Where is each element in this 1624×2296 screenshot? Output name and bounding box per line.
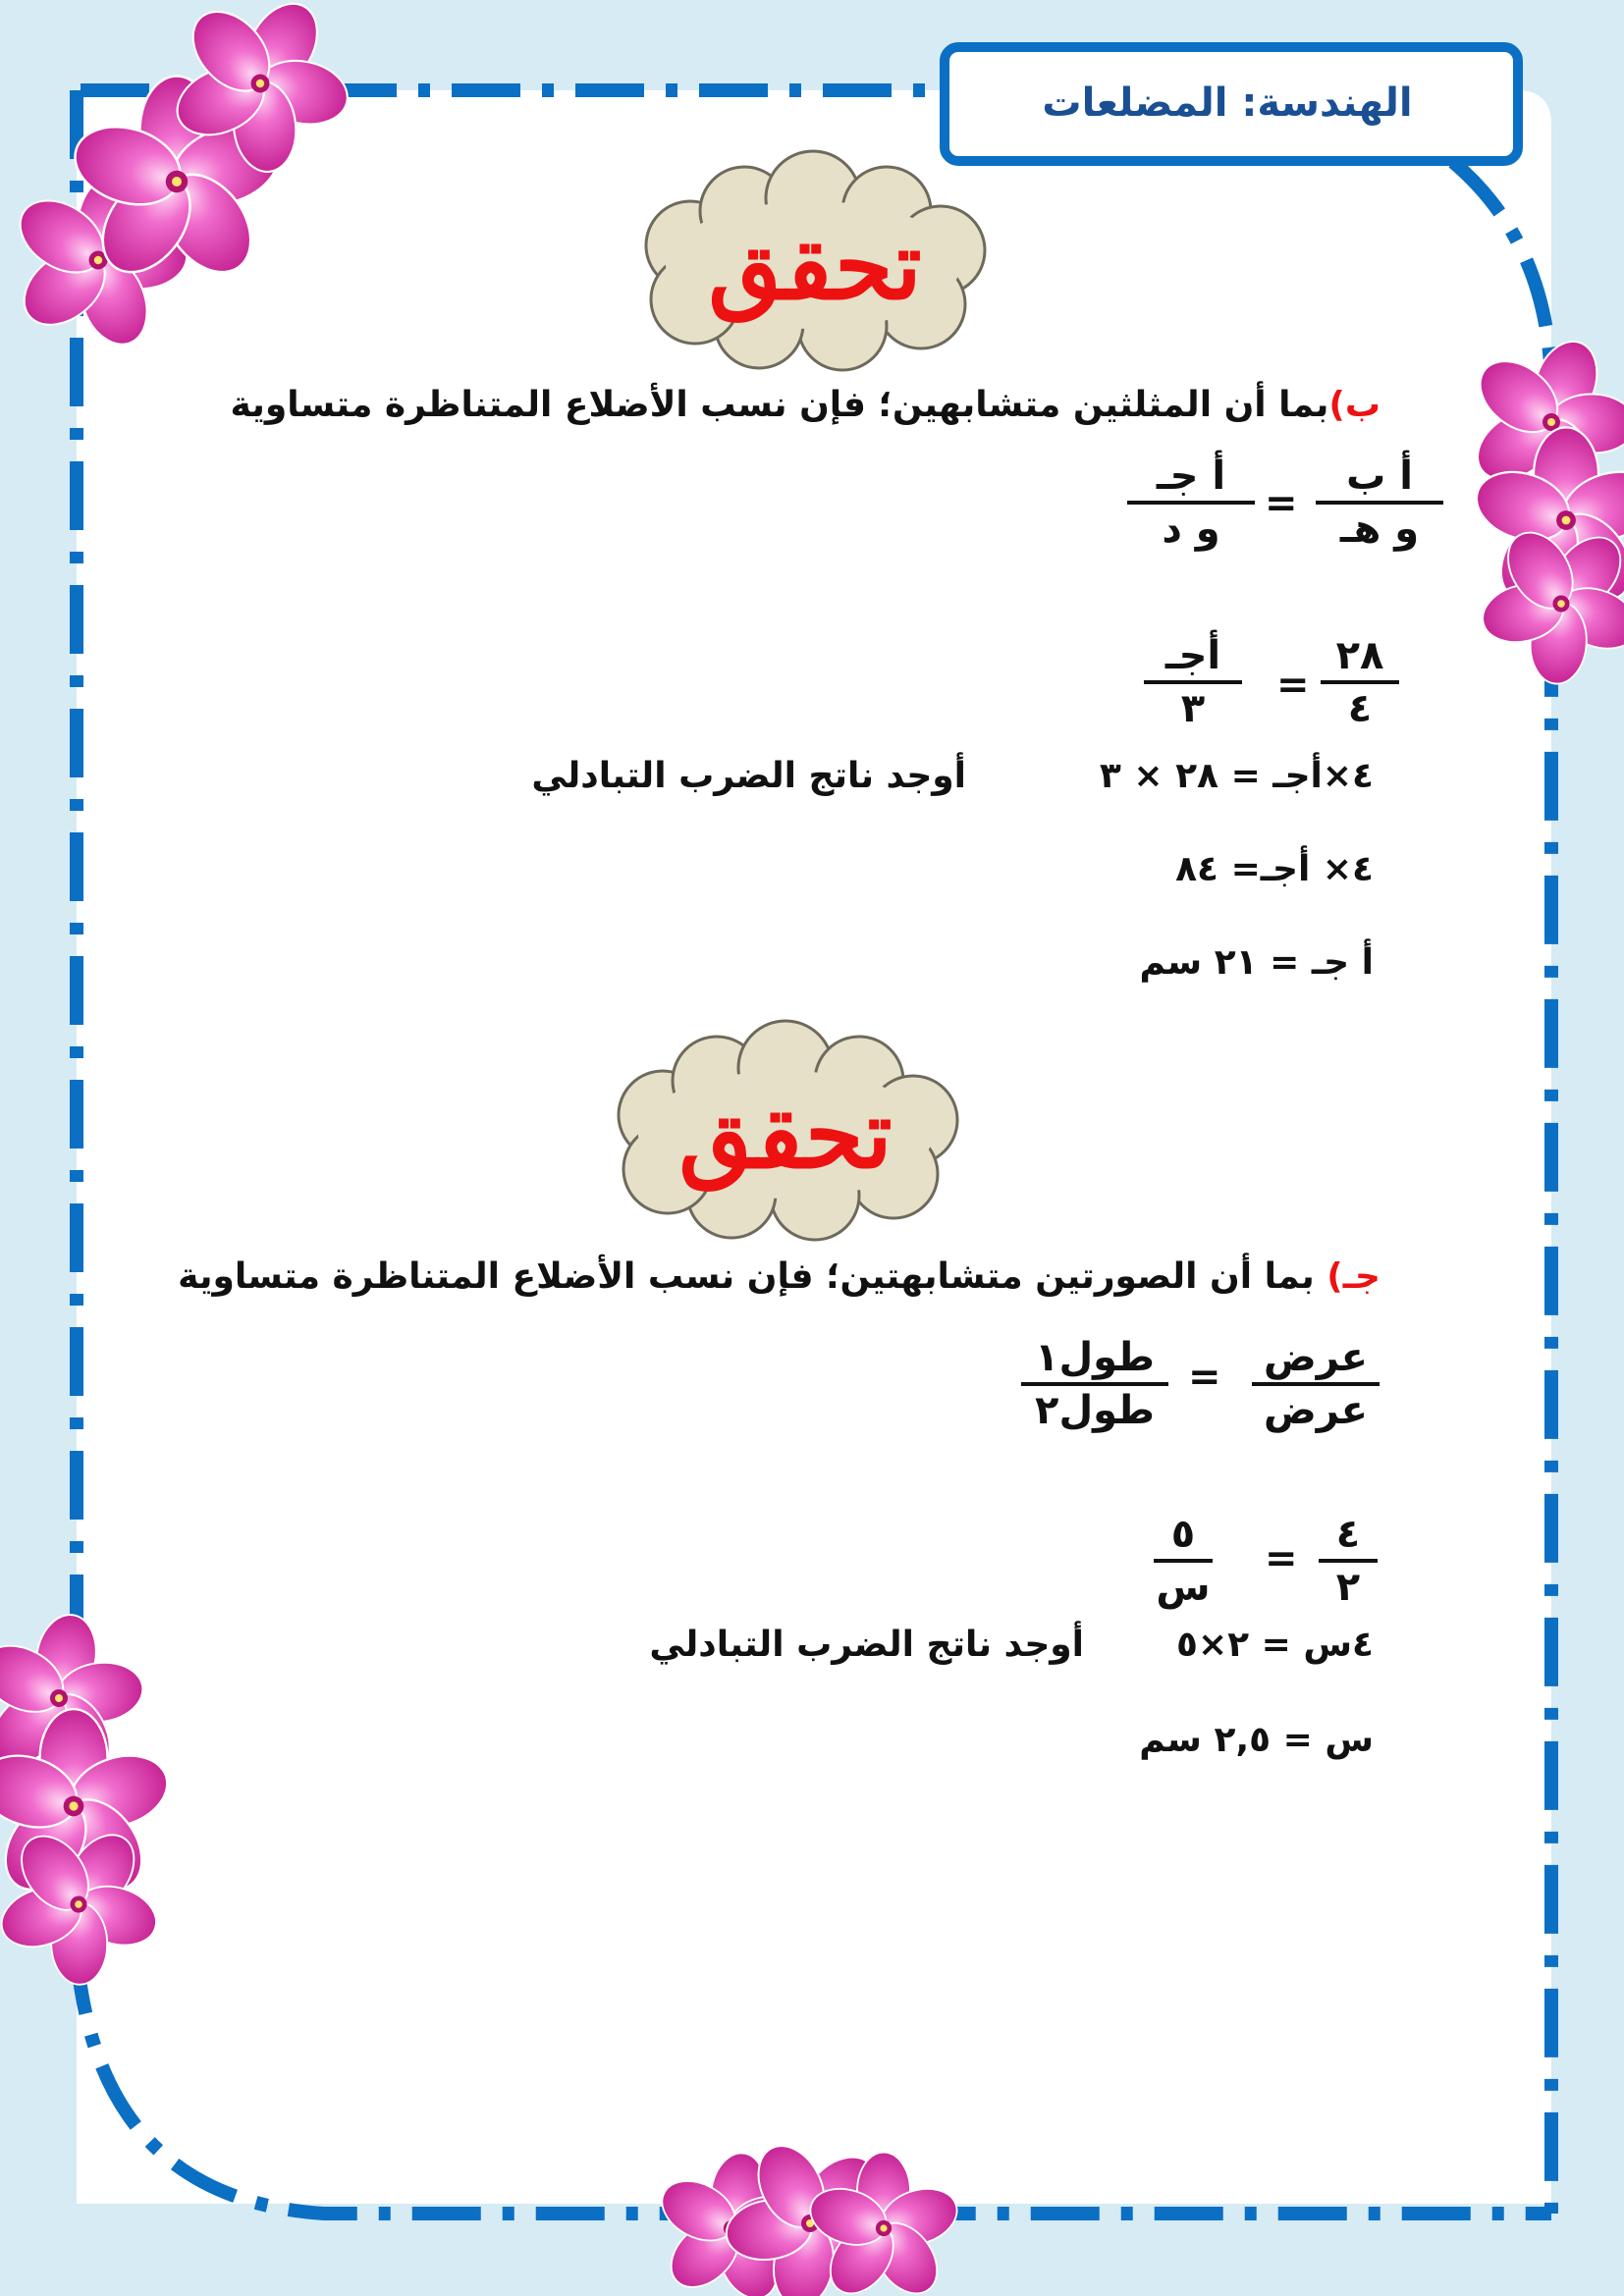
fraction-c2-left [1319, 1512, 1378, 1610]
fraction-b2-right [1144, 633, 1242, 731]
numerator: أجـ [1144, 633, 1242, 684]
step-b3: أ جـ = ٢١ سم [1139, 942, 1374, 983]
denominator: ٢ [1335, 1565, 1361, 1610]
page-title: الهندسة: المضلعات [1042, 80, 1413, 126]
denominator: س [1156, 1565, 1211, 1610]
denominator: ٣ [1180, 686, 1206, 731]
statement-c-text: بما أن الصورتين متشابهتين؛ فإن نسب الأضلاع المتناظرة متساوية [178, 1256, 1315, 1297]
check-label-c: تحقق [678, 1078, 893, 1190]
equals-sign: = [1276, 663, 1310, 708]
statement-b [231, 385, 1380, 425]
fraction-b1-right [1127, 454, 1255, 552]
denominator: و د [1162, 507, 1220, 552]
fraction-c1-right [1021, 1335, 1168, 1433]
step-b1: ٤×أجـ = ٢٨ × ٣ [1099, 756, 1374, 796]
equals-sign: = [1188, 1355, 1221, 1400]
statement-c-marker: جـ) [1326, 1256, 1380, 1297]
statement-b-marker: ب) [1328, 385, 1380, 425]
step-b1-note: أوجد ناتج الضرب التبادلي [531, 756, 966, 796]
numerator: أ ب [1316, 454, 1443, 505]
step-c1-note: أوجد ناتج الضرب التبادلي [649, 1625, 1084, 1665]
fraction-c2-right [1154, 1512, 1213, 1610]
statement-b-text: بما أن المثلثين متشابهين؛ فإن نسب الأضلاع المتناظرة متساوية [230, 385, 1329, 425]
statement-c [178, 1256, 1380, 1297]
fraction-b1-left [1316, 454, 1443, 552]
numerator: عرض [1252, 1335, 1380, 1386]
numerator: ٤ [1319, 1512, 1378, 1563]
numerator: ٢٨ [1321, 633, 1399, 684]
denominator: ٤ [1347, 686, 1373, 731]
step-c1: ٤س = ٢×٥ [1175, 1625, 1374, 1665]
denominator: و هـ [1339, 507, 1420, 552]
denominator: طول٢ [1035, 1388, 1155, 1433]
equals-sign: = [1265, 481, 1298, 526]
step-c2: س = ٢,٥ سم [1139, 1720, 1374, 1760]
check-label-b: تحقق [708, 209, 922, 321]
fraction-b2-left [1321, 633, 1399, 731]
equals-sign: = [1265, 1536, 1298, 1581]
fraction-c1-left [1252, 1335, 1380, 1433]
numerator: أ جـ [1127, 454, 1255, 505]
step-b2: ٤× أجـ= ٨٤ [1175, 849, 1374, 889]
numerator: طول١ [1021, 1335, 1168, 1386]
denominator: عرض [1263, 1388, 1368, 1433]
numerator: ٥ [1154, 1512, 1213, 1563]
